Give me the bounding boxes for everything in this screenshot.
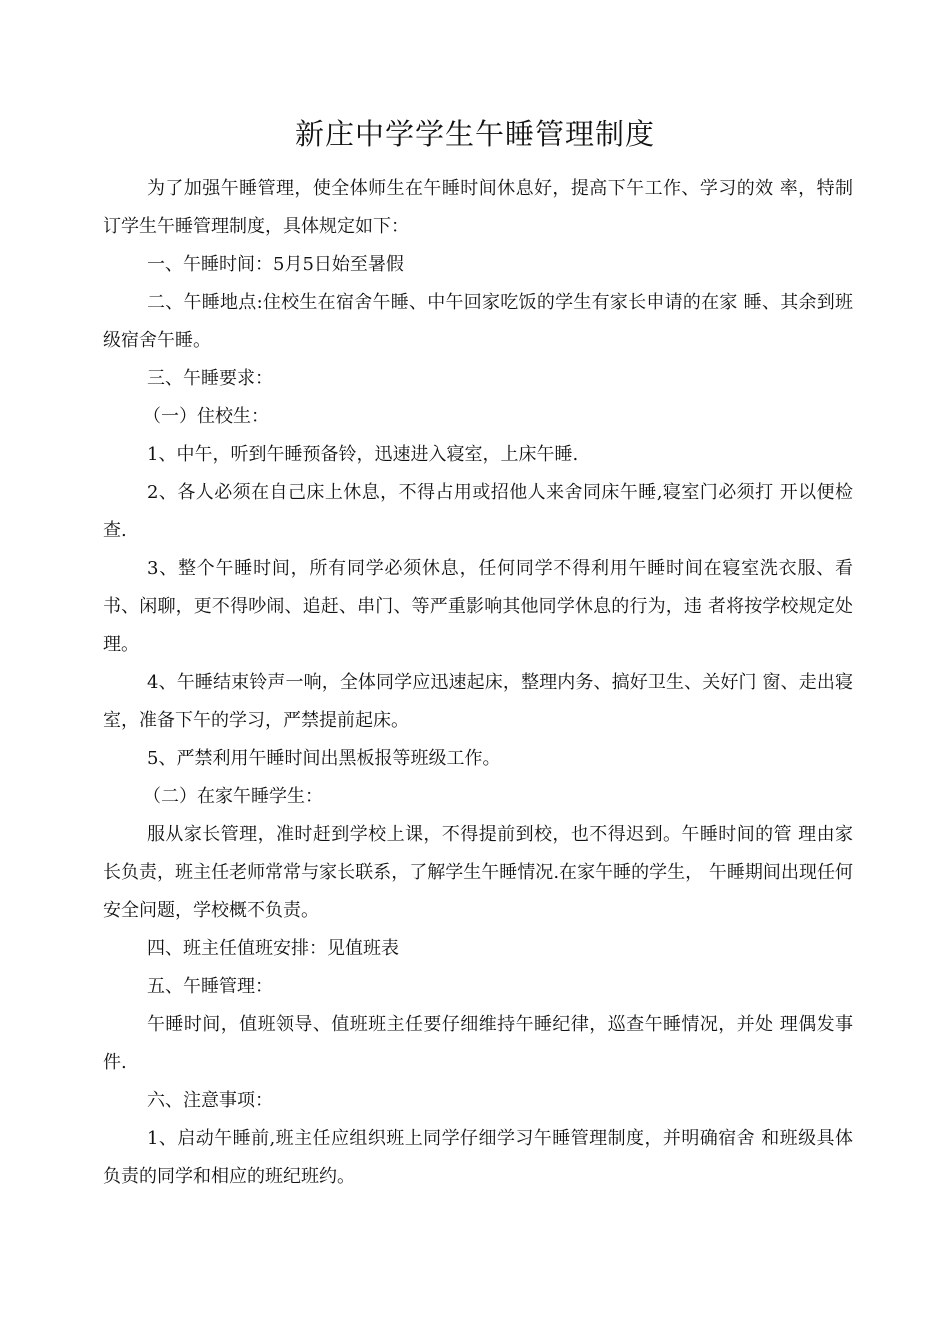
rule-4-paragraph: 4、午睡结束铃声一响，全体同学应迅速起床，整理内务、搞好卫生、关好门 窗、走出寝室，准备下午的学习，严禁提前起床。 xyxy=(103,672,853,731)
nap-management-heading: 五、午睡管理： xyxy=(147,976,273,997)
duty-arrangement-paragraph: 四、班主任值班安排：见值班表 xyxy=(147,938,399,959)
note-1-paragraph: 1、启动午睡前,班主任应组织班上同学仔细学习午睡管理制度，并明确宿舍 和班级具体负责的同学和相应的班纪班约。 xyxy=(103,1128,853,1187)
notes-heading: 六、注意事项： xyxy=(147,1090,273,1111)
document-body xyxy=(103,170,853,1196)
home-nap-students-heading: （二）在家午睡学生： xyxy=(143,786,323,807)
home-nap-paragraph: 服从家长管理，准时赶到学校上课，不得提前到校，也不得迟到。午睡时间的管 理由家长负责，班主任老师常常与家长联系，了解学生午睡情况.在家午睡的学生， 午睡期间出现任何安全问题，学校概不负责。 xyxy=(103,824,853,921)
nap-requirements-heading: 三、午睡要求： xyxy=(147,368,273,389)
rule-2-paragraph: 2、各人必须在自己床上休息，不得占用或招他人来舍同床午睡,寝室门必须打 开以便检查. xyxy=(103,482,853,541)
intro-paragraph: 为了加强午睡管理，使全体师生在午睡时间休息好，提高下午工作、学习的效 率，特制订学生午睡管理制度，具体规定如下： xyxy=(103,178,853,237)
rule-3-paragraph: 3、整个午睡时间，所有同学必须休息，任何同学不得利用午睡时间在寝室洗衣服、看书、闲聊，更不得吵闹、追赶、串门、等严重影响其他同学休息的行为，违 者将按学校规定处理。 xyxy=(103,558,853,655)
nap-management-paragraph: 午睡时间，值班领导、值班班主任要仔细维持午睡纪律，巡查午睡情况，并处 理偶发事件. xyxy=(103,1014,853,1073)
rule-1-paragraph: 1、中午，听到午睡预备铃，迅速进入寝室，上床午睡. xyxy=(147,444,579,465)
nap-time-paragraph: 一、午睡时间：5月5日始至暑假 xyxy=(147,254,404,275)
boarding-students-heading: （一）住校生： xyxy=(143,406,269,427)
rule-5-paragraph: 5、严禁利用午睡时间出黑板报等班级工作。 xyxy=(147,748,501,769)
document-title: 新庄中学学生午睡管理制度 xyxy=(294,117,655,151)
nap-location-paragraph: 二、午睡地点:住校生在宿舍午睡、中午回家吃饭的学生有家长申请的在家 睡、其余到班级宿舍午睡。 xyxy=(103,292,853,351)
